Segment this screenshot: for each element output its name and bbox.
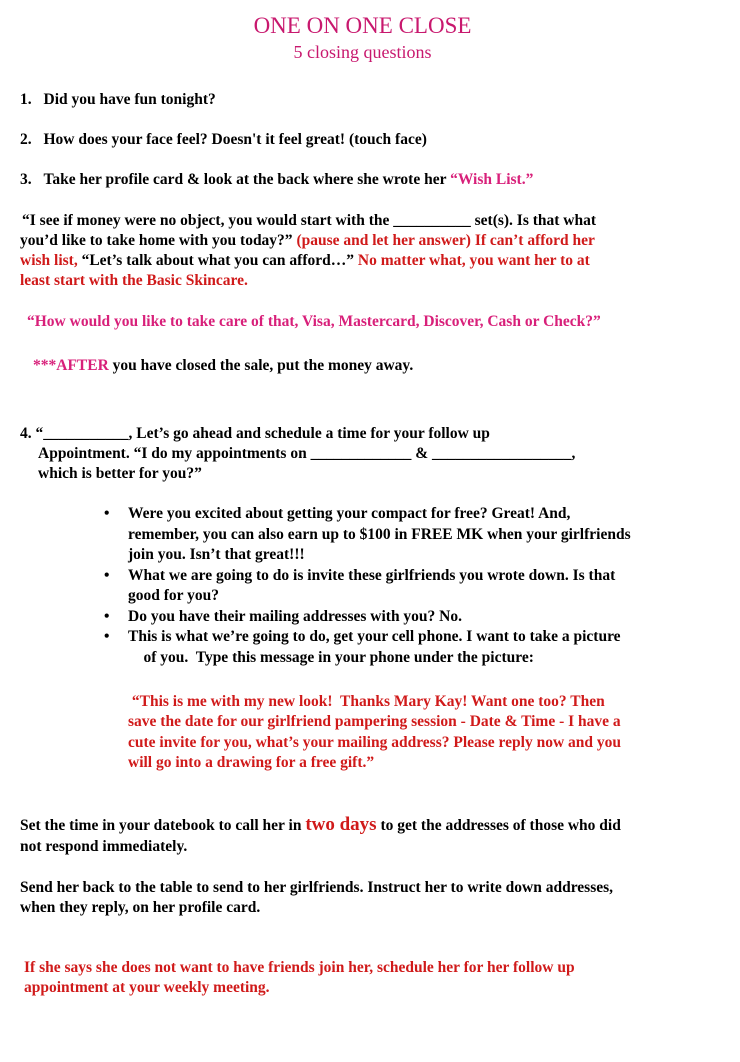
bullet-line: • This is what we’re going to do, get your cell phone. I want to take a picture <box>128 628 621 645</box>
question-4-line-1: 4. “___________, Let’s go ahead and schedule a time for your follow up <box>20 425 490 442</box>
sendback-line-1: Send her back to the table to send to her girlfriends. Instruct her to write down addresses, <box>20 879 614 896</box>
question-3-number: 3. <box>20 171 32 188</box>
bullet-item <box>104 566 631 607</box>
page-title: ONE ON ONE CLOSE <box>253 13 472 38</box>
after-note <box>33 356 413 376</box>
question-2-text: How does your face feel? Doesn't it feel great! (touch face) <box>43 131 427 148</box>
script-line-3 <box>20 251 590 271</box>
bullet-item <box>104 607 631 628</box>
no-friends-line-1: If she says she does not want to have friends join her, schedule her for her follow up <box>24 959 575 976</box>
script-line-2-quote: you’d like to take home with you today?” <box>20 232 297 249</box>
question-3 <box>20 170 533 190</box>
question-1-text: Did you have fun tonight? <box>43 91 216 108</box>
message-line-4: will go into a drawing for a free gift.” <box>128 754 375 771</box>
bullet-item <box>104 627 631 668</box>
datebook-text-c: to get the addresses of those who did <box>376 817 621 834</box>
question-4-line-3: which is better for you?” <box>38 465 202 482</box>
script-line-4: least start with the Basic Skincare. <box>20 272 248 289</box>
question-4-line-2: Appointment. “I do my appointments on _____________ & __________________, <box>38 445 576 462</box>
script-line-2 <box>20 231 595 251</box>
two-days-highlight: two days <box>305 814 377 835</box>
script-line-3-wish: wish list, <box>20 252 78 269</box>
bullet-item <box>104 504 631 566</box>
bullet-line: • What we are going to do is invite these girlfriends you wrote down. Is that <box>128 566 616 584</box>
follow-up-bullets <box>104 504 631 668</box>
bullet-line: • Were you excited about getting your compact for free? Great! And, <box>128 505 571 522</box>
bullet-line: remember, you can also earn up to $100 in FREE MK when your girlfriends <box>128 525 631 543</box>
page-subtitle: 5 closing questions <box>293 42 432 62</box>
wish-list-highlight: “Wish List.” <box>450 171 534 188</box>
message-line-2: save the date for our girlfriend pampering session - Date & Time - I have a <box>128 713 621 730</box>
question-1-number: 1. <box>20 91 32 108</box>
question-2-number: 2. <box>20 131 32 148</box>
bullet-line: join you. Isn’t that great!!! <box>128 546 305 563</box>
bullet-line: • Do you have their mailing addresses with you? No. <box>128 607 462 625</box>
no-friends-line-2: appointment at your weekly meeting. <box>24 979 270 996</box>
question-2 <box>20 130 427 150</box>
message-line-1: “This is me with my new look! Thanks Mary Kay! Want one too? Then <box>128 693 605 710</box>
script-line-3-instruction: No matter what, you want her to at <box>357 252 590 269</box>
datebook-line-1 <box>20 815 621 836</box>
script-line-2-instruction: (pause and let her answer) If can’t afford her <box>296 232 595 249</box>
message-line-3: cute invite for you, what’s your mailing address? Please reply now and you <box>128 734 622 751</box>
script-line-1: “I see if money were no object, you would start with the __________ set(s). Is that what <box>22 212 597 229</box>
datebook-line-2: not respond immediately. <box>20 838 188 855</box>
payment-question: “How would you like to take care of that, Visa, Mastercard, Discover, Cash or Check?” <box>27 313 601 330</box>
script-line-3-quote: “Let’s talk about what you can afford…” <box>77 252 358 269</box>
after-text: you have closed the sale, put the money away. <box>108 357 414 374</box>
datebook-text-a: Set the time in your datebook to call her in <box>20 817 306 834</box>
question-1 <box>20 90 216 110</box>
sendback-line-2: when they reply, on her profile card. <box>20 899 261 916</box>
bullet-line: good for you? <box>128 587 220 604</box>
after-prefix: ***AFTER <box>33 357 109 374</box>
bullet-line: of you. Type this message in your phone under the picture: <box>128 648 534 666</box>
question-3-text: Take her profile card & look at the back where she wrote her <box>43 171 451 188</box>
